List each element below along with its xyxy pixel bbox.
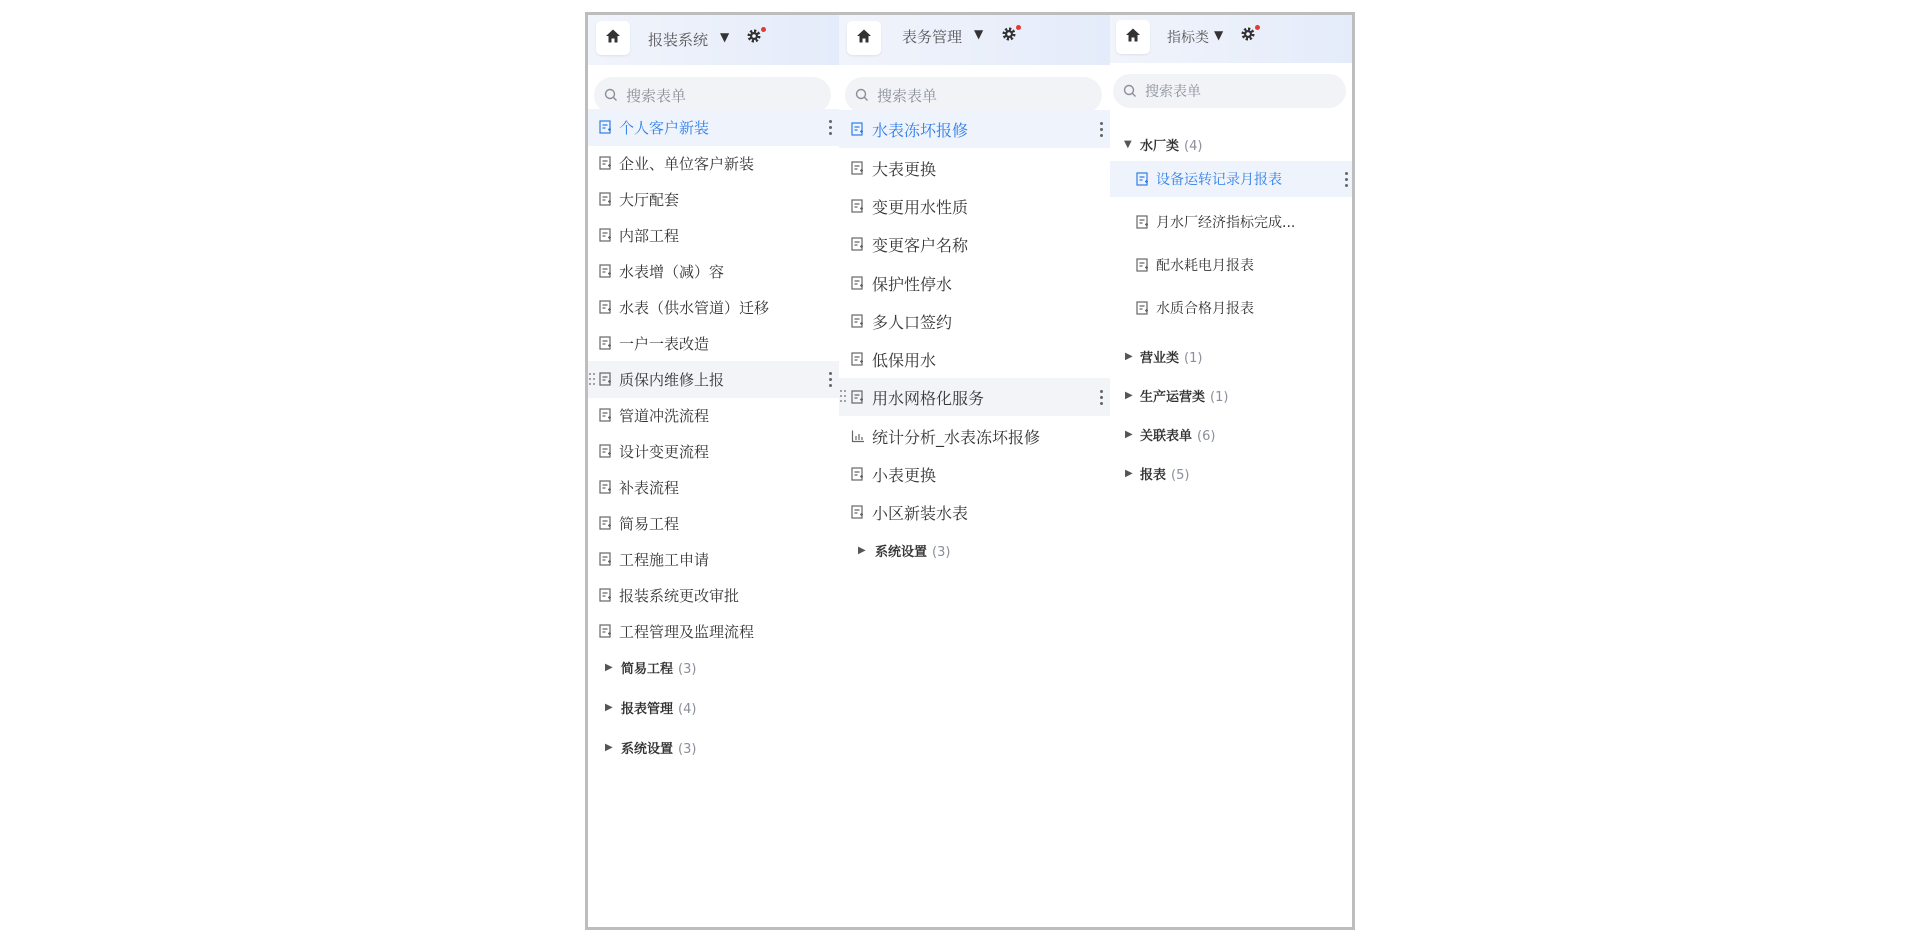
- group-toggle[interactable]: [588, 691, 839, 723]
- form-icon: [1136, 215, 1150, 229]
- search-box[interactable]: [1113, 74, 1346, 108]
- home-icon: [856, 28, 872, 48]
- group-count: (4): [678, 701, 697, 717]
- list-item[interactable]: [588, 433, 839, 470]
- panel-biaowu: [839, 15, 1110, 610]
- form-icon: [599, 480, 613, 494]
- list-item[interactable]: [588, 505, 839, 542]
- form-icon: [599, 156, 613, 170]
- chart-icon: [851, 429, 865, 443]
- more-icon[interactable]: [1341, 172, 1351, 187]
- list-item-label: 月水厂经济指标完成...: [1156, 215, 1296, 231]
- list-item-label: 一户一表改造: [619, 335, 710, 353]
- more-icon[interactable]: [825, 120, 835, 135]
- caret-right-icon: ▶: [1125, 350, 1133, 362]
- form-icon: [599, 228, 613, 242]
- app-switcher-title[interactable]: 报装系统: [648, 31, 709, 49]
- notification-dot: [1016, 25, 1021, 30]
- form-icon: [851, 237, 865, 251]
- form-icon: [851, 390, 865, 404]
- list-item-label: 水表增（减）容: [619, 263, 725, 281]
- caret-right-icon: ▶: [1125, 428, 1133, 440]
- list-item[interactable]: [588, 253, 839, 290]
- list-item-label: 配水耗电月报表: [1156, 258, 1254, 274]
- list-item-label: 设备运转记录月报表: [1156, 172, 1282, 188]
- caret-right-icon: ▶: [605, 701, 613, 713]
- search-input[interactable]: [1143, 74, 1310, 110]
- home-button[interactable]: [1116, 20, 1150, 54]
- list-item[interactable]: [839, 149, 1110, 187]
- list-item-label: 水表（供水管道）迁移: [619, 299, 770, 317]
- group-label: 水厂类: [1140, 138, 1180, 154]
- gear-icon: [746, 28, 762, 44]
- list-item[interactable]: [839, 493, 1110, 531]
- list-item[interactable]: [588, 181, 839, 218]
- list-item-label: 工程管理及监理流程: [619, 623, 755, 641]
- list-item[interactable]: [588, 109, 839, 146]
- list-item[interactable]: [588, 289, 839, 326]
- panel-header: [839, 15, 1110, 65]
- form-icon: [599, 552, 613, 566]
- list-item-label: 设计变更流程: [619, 443, 710, 461]
- home-icon: [1125, 27, 1141, 47]
- group-label: 营业类: [1140, 350, 1180, 366]
- list-item[interactable]: [1110, 161, 1355, 197]
- list-item[interactable]: [588, 613, 839, 650]
- list-item[interactable]: [839, 417, 1110, 455]
- list-item-label: 管道冲洗流程: [619, 407, 710, 425]
- settings-button[interactable]: [1001, 26, 1019, 44]
- caret-right-icon: ▶: [858, 544, 866, 556]
- list-item[interactable]: [839, 225, 1110, 263]
- list-item-label: 工程施工申请: [619, 551, 710, 569]
- group-toggle[interactable]: [588, 731, 839, 763]
- list-item-label: 大表更换: [872, 159, 937, 179]
- chevron-down-icon[interactable]: ▼: [974, 27, 984, 41]
- notification-dot: [761, 27, 766, 32]
- form-icon: [1136, 172, 1150, 186]
- list-item-label: 变更用水性质: [872, 197, 969, 217]
- list-item-label: 用水网格化服务: [872, 388, 985, 408]
- list-item-label: 水质合格月报表: [1156, 301, 1254, 317]
- form-icon: [851, 505, 865, 519]
- group-label: 系统设置: [621, 741, 674, 757]
- form-icon: [599, 408, 613, 422]
- group-toggle[interactable]: [1110, 419, 1355, 449]
- form-icon: [599, 588, 613, 602]
- list-item[interactable]: [1110, 204, 1355, 240]
- list-item-label: 变更客户名称: [872, 235, 969, 255]
- search-icon: [855, 88, 869, 102]
- form-icon: [851, 314, 865, 328]
- settings-button[interactable]: [746, 28, 764, 46]
- notification-dot: [1255, 25, 1260, 30]
- group-count: (3): [678, 661, 697, 677]
- group-toggle[interactable]: [1110, 341, 1355, 371]
- group-label: 报表: [1140, 467, 1167, 483]
- list-item-label: 多人口签约: [872, 312, 953, 332]
- app-switcher-title[interactable]: 表务管理: [902, 28, 963, 46]
- list-item[interactable]: [588, 397, 839, 434]
- group-toggle-open[interactable]: [1110, 129, 1355, 159]
- search-box[interactable]: [845, 77, 1102, 113]
- form-icon: [599, 516, 613, 530]
- list-item[interactable]: [588, 361, 839, 398]
- list-item[interactable]: [588, 217, 839, 254]
- form-icon: [599, 192, 613, 206]
- panel-header: [588, 15, 839, 65]
- group-label: 关联表单: [1140, 428, 1193, 444]
- form-icon: [851, 199, 865, 213]
- list-item-label: 大厅配套: [619, 191, 680, 209]
- list-item[interactable]: [839, 187, 1110, 225]
- form-icon: [599, 264, 613, 278]
- list-item[interactable]: [588, 577, 839, 614]
- list-item-label: 水表冻坏报修: [872, 120, 969, 140]
- form-icon: [599, 336, 613, 350]
- list-item-label: 个人客户新装: [619, 119, 710, 137]
- form-icon: [851, 276, 865, 290]
- home-icon: [605, 28, 621, 48]
- group-label: 简易工程: [621, 661, 674, 677]
- drag-handle-icon[interactable]: [588, 373, 596, 387]
- form-icon: [851, 467, 865, 481]
- form-icon: [599, 372, 613, 386]
- group-count: (5): [1171, 467, 1190, 483]
- group-count: (4): [1184, 138, 1203, 154]
- list-item[interactable]: [588, 469, 839, 506]
- settings-button[interactable]: [1240, 26, 1258, 44]
- group-label: 系统设置: [875, 544, 928, 560]
- list-item[interactable]: [588, 145, 839, 182]
- form-icon: [599, 624, 613, 638]
- group-count: (3): [678, 741, 697, 757]
- group-toggle[interactable]: [1110, 458, 1355, 488]
- group-count: (1): [1184, 350, 1203, 366]
- caret-right-icon: ▶: [1125, 467, 1133, 479]
- list-item-label: 统计分析_水表冻坏报修: [872, 427, 1041, 447]
- search-icon: [1123, 84, 1137, 98]
- list-item[interactable]: [839, 110, 1110, 148]
- group-count: (6): [1197, 428, 1216, 444]
- list-item-label: 小表更换: [872, 465, 937, 485]
- group-toggle[interactable]: [839, 533, 1110, 567]
- gear-icon: [1240, 26, 1256, 42]
- form-icon: [599, 120, 613, 134]
- caret-right-icon: ▶: [1125, 389, 1133, 401]
- group-label: 生产运营类: [1140, 389, 1206, 405]
- caret-down-icon: ▼: [1124, 138, 1132, 150]
- more-icon[interactable]: [1096, 390, 1106, 405]
- list-item[interactable]: [839, 455, 1110, 493]
- list-item[interactable]: [1110, 247, 1355, 283]
- chevron-down-icon[interactable]: ▼: [720, 30, 730, 44]
- app-switcher-title[interactable]: 指标类: [1167, 30, 1209, 46]
- group-count: (1): [1210, 389, 1229, 405]
- list-item[interactable]: [839, 378, 1110, 416]
- form-icon: [1136, 258, 1150, 272]
- drag-handle-icon[interactable]: [839, 390, 847, 404]
- list-item[interactable]: [839, 340, 1110, 378]
- list-item-label: 报装系统更改审批: [619, 587, 740, 605]
- form-icon: [851, 122, 865, 136]
- list-item[interactable]: [588, 541, 839, 578]
- home-button[interactable]: [596, 21, 630, 55]
- group-toggle[interactable]: [588, 651, 839, 683]
- list-item-label: 企业、单位客户新装: [619, 155, 755, 173]
- caret-right-icon: ▶: [605, 661, 613, 673]
- form-icon: [851, 352, 865, 366]
- group-toggle[interactable]: [1110, 380, 1355, 410]
- list-item[interactable]: [839, 264, 1110, 302]
- form-icon: [1136, 301, 1150, 315]
- list-item-label: 质保内维修上报: [619, 371, 725, 389]
- form-icon: [599, 300, 613, 314]
- panel-zhibiao: [1110, 15, 1355, 610]
- app-frame: [585, 12, 1355, 930]
- home-button[interactable]: [847, 21, 881, 55]
- chevron-down-icon[interactable]: ▼: [1214, 28, 1224, 42]
- form-icon: [851, 161, 865, 175]
- group-count: (3): [932, 544, 951, 560]
- form-icon: [599, 444, 613, 458]
- list-item-label: 简易工程: [619, 515, 680, 533]
- list-item-label: 内部工程: [619, 227, 680, 245]
- search-box[interactable]: [594, 77, 831, 113]
- list-item[interactable]: [839, 302, 1110, 340]
- gear-icon: [1001, 26, 1017, 42]
- panel-baozhuang: [588, 15, 839, 757]
- more-icon[interactable]: [1096, 122, 1106, 137]
- group-label: 报表管理: [621, 701, 674, 717]
- list-item-label: 小区新装水表: [872, 503, 969, 523]
- list-item-label: 低保用水: [872, 350, 937, 370]
- list-item-label: 保护性停水: [872, 274, 953, 294]
- caret-right-icon: ▶: [605, 741, 613, 753]
- search-icon: [604, 88, 618, 102]
- more-icon[interactable]: [825, 372, 835, 387]
- panel-header: [1110, 15, 1355, 63]
- list-item-label: 补表流程: [619, 479, 680, 497]
- list-item[interactable]: [1110, 290, 1355, 326]
- list-item[interactable]: [588, 325, 839, 362]
